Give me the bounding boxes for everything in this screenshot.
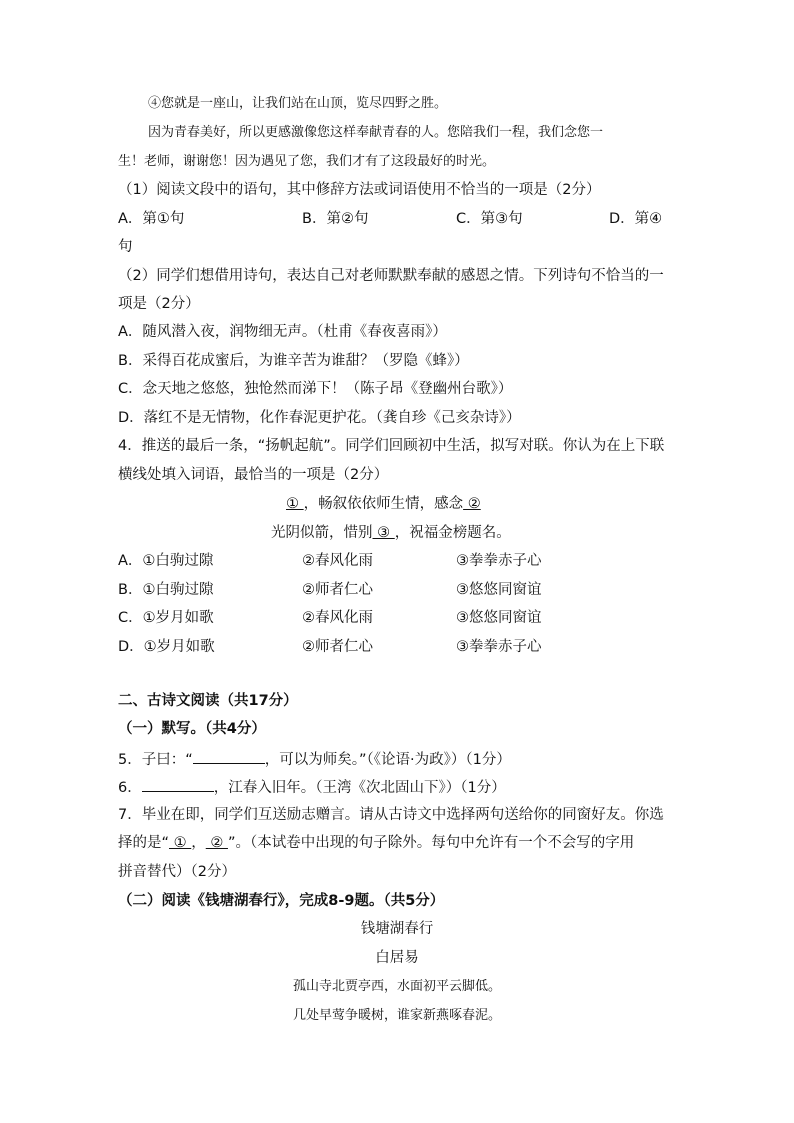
- option-d-label: D．①岁月如歌: [118, 639, 215, 655]
- option-d-choice: ③拳拳赤子心: [456, 639, 542, 655]
- question-7-stem: 7．毕业在即，同学们互送励志赠言。请从古诗文中选择两句送给你的同窗好友。你选: [118, 807, 664, 823]
- option-d: D．第④: [609, 211, 663, 227]
- passage-sentence-4: ④您就是一座山，让我们站在山顶，览尽四野之胜。: [148, 96, 448, 111]
- option-b-choice: ②师者仁心: [302, 582, 373, 598]
- blank-1: ①: [169, 835, 192, 851]
- option-b: B．采得百花成蜜后，为谁辛苦为谁甜？（罗隐《蜂》）: [118, 353, 469, 369]
- blank-2: ②: [205, 835, 228, 851]
- poem-line-1: 孤山寺北贾亭西，水面初平云脚低。: [292, 979, 501, 994]
- blank-2: ②: [463, 496, 481, 512]
- option-a: A．第①句: [118, 211, 185, 227]
- subsection-1-heading: （一）默写。（共4分）: [118, 721, 266, 737]
- option-d: D．落红不是无情物，化作春泥更护花。（龚自珍《己亥杂诗》）: [118, 410, 521, 426]
- option-a-choice: ③拳拳赤子心: [456, 553, 542, 569]
- question-3-1-stem: （1）阅读文段中的语句，其中修辞方法或词语使用不恰当的一项是（2分）: [118, 182, 601, 198]
- option-a-label: A．①白驹过隙: [118, 553, 214, 569]
- blank-3: ③: [372, 525, 395, 541]
- section-2-heading: 二、古诗文阅读（共17分）: [118, 693, 298, 709]
- question-3-2-stem: （2）同学们想借用诗句，表达自己对老师默默奉献的感恩之情。下列诗句不恰当的一: [118, 268, 664, 284]
- answer-blank: [142, 776, 214, 792]
- question-7-stem-cont: 择的是“ ① ， ② ”。（本试卷中出现的句子除外。每句中允许有一个不会写的字用: [118, 835, 635, 851]
- option-c: C．念天地之悠悠，独怆然而涕下！（陈子昂《登幽州台歌》）: [118, 381, 513, 397]
- option-d-choice: ②师者仁心: [302, 639, 373, 655]
- question-6: 6． ，江春入旧年。（王湾《次北固山下》）（1分）: [118, 776, 506, 798]
- passage-line: 生！老师，谢谢您！因为遇见了您，我们才有了这段最好的时光。: [118, 154, 496, 169]
- question-5: 5．子曰：“ ，可以为师矣。”（《论语·为政》）（1分）: [118, 748, 511, 770]
- option-c-label: C．①岁月如歌: [118, 610, 214, 626]
- question-4-stem: 4．推送的最后一条，“扬帆起航”。同学们回顾初中生活，拟写对联。你认为在上下联: [118, 438, 665, 454]
- passage-line: 因为青春美好，所以更感激像您这样奉献青春的人。您陪我们一程，我们念您一: [148, 125, 604, 140]
- poem-author: 白居易: [375, 950, 419, 966]
- blank-1: ①: [286, 496, 304, 512]
- option-a-choice: ②春风化雨: [302, 553, 373, 569]
- poem-line-2: 几处早莺争暖树，谁家新燕啄春泥。: [292, 1008, 501, 1023]
- couplet-line-1: ① ，畅叙依依师生情，感念 ②: [286, 496, 481, 512]
- question-7-stem-end: 拼音替代）（2分）: [118, 864, 236, 880]
- couplet-line-2: 光阴似箭，惜别 ③ ，祝福金榜题名。: [271, 525, 511, 541]
- question-4-stem-cont: 横线处填入词语，最恰当的一项是（2分）: [118, 467, 389, 483]
- option-b-choice: ③悠悠同窗谊: [456, 582, 542, 598]
- option-c-choice: ③悠悠同窗谊: [456, 610, 542, 626]
- option-a: A．随风潜入夜，润物细无声。（杜甫《春夜喜雨》）: [118, 324, 447, 340]
- option-b-label: B．①白驹过隙: [118, 582, 214, 598]
- answer-blank: [193, 748, 265, 764]
- subsection-2-heading: （二）阅读《钱塘湖春行》，完成8-9题。（共5分）: [118, 893, 445, 909]
- option-c: C．第③句: [456, 211, 523, 227]
- question-3-2-stem-cont: 项是（2分）: [118, 296, 200, 312]
- poem-title: 钱塘湖春行: [360, 921, 434, 937]
- option-d-wrap: 句: [118, 239, 133, 255]
- option-c-choice: ②春风化雨: [302, 610, 373, 626]
- option-b: B．第②句: [302, 211, 369, 227]
